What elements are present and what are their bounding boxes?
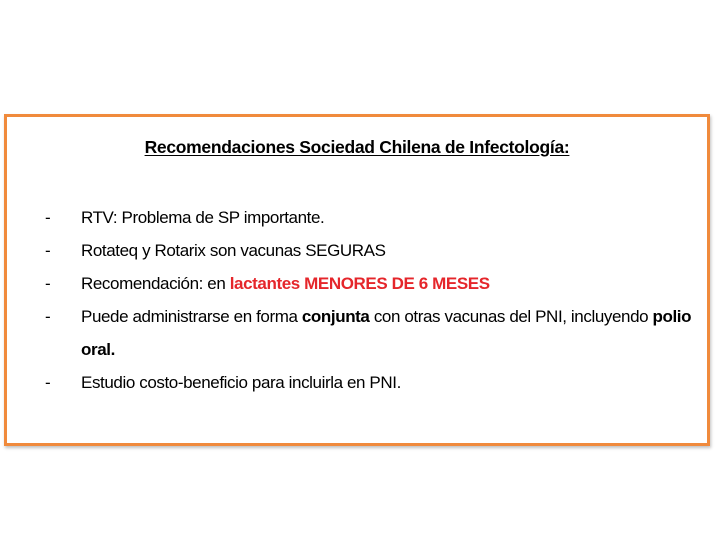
- recommendations-list: [45, 201, 695, 399]
- item-text: Rotateq y Rotarix son vacunas SEGURAS: [81, 241, 386, 260]
- item-text: RTV: Problema de SP importante.: [81, 208, 325, 227]
- list-item: [45, 234, 695, 267]
- item-text: Estudio costo-beneficio para incluirla en PNI.: [81, 373, 401, 392]
- list-item: [45, 366, 695, 399]
- item-text: con otras vacunas del PNI, incluyendo: [369, 307, 653, 326]
- bullet-dash: -: [45, 208, 51, 227]
- bold-text: conjunta: [301, 307, 370, 326]
- item-text: Puede administrarse en forma: [81, 307, 302, 326]
- bullet-dash: -: [45, 373, 51, 392]
- highlighted-text: lactantes MENORES DE 6 MESES: [229, 274, 490, 293]
- list-item: [45, 201, 695, 234]
- bullet-dash: -: [45, 307, 51, 326]
- list-item: [45, 267, 695, 300]
- list-item: [45, 300, 695, 366]
- recommendations-box: [4, 114, 710, 446]
- bullet-dash: -: [45, 241, 51, 260]
- bold-text: polio oral.: [81, 307, 692, 359]
- bullet-dash: -: [45, 274, 51, 293]
- item-text: Recomendación: en: [81, 274, 230, 293]
- box-title: Recomendaciones Sociedad Chilena de Infectología:: [144, 137, 570, 157]
